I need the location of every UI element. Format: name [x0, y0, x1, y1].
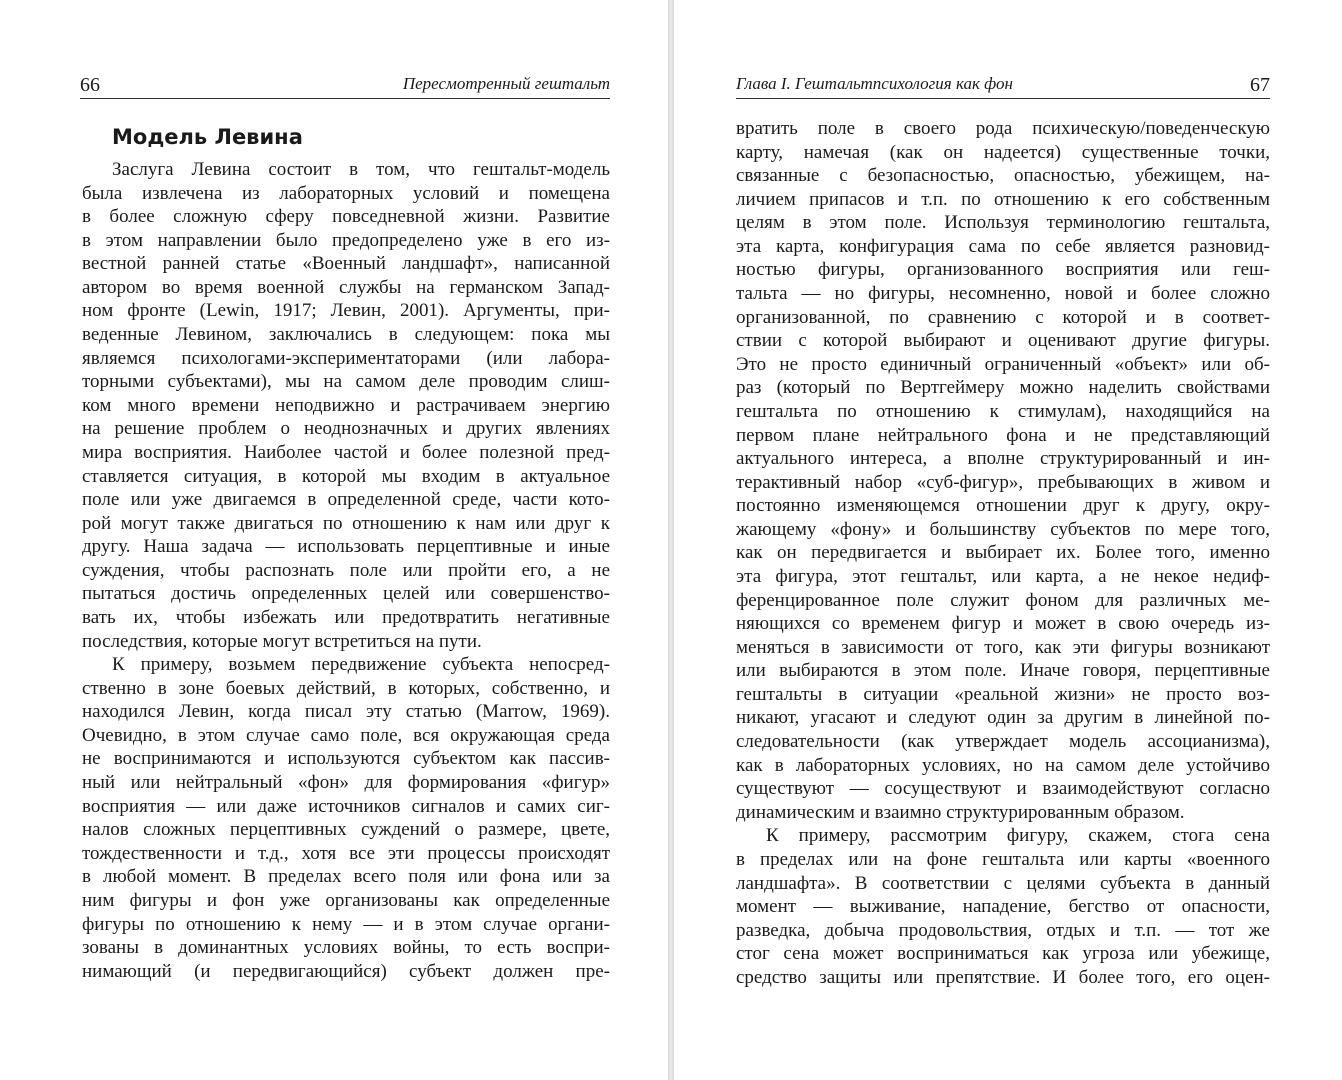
text-line: разведка, добыча продовольствия, отдых и т.п. — тот же [736, 919, 1270, 941]
text-line: нимающий (и передвигающийся) субъект должен пре- [82, 960, 610, 982]
text-line: налов сложных перцептивных суждений о размере, цвете, [82, 819, 610, 841]
text-line: эта фигура, этот гештальт, или карта, а не некое недиф- [736, 565, 1270, 587]
running-title: Глава I. Гештальтпсихология как фон [736, 74, 1013, 93]
text-line: в пределах или на фоне гештальта или карты «военного [736, 848, 1270, 870]
text-line: ставляется ситуация, в которой мы входим в актуальное [82, 465, 610, 487]
text-line: Заслуга Левина состоит в том, что гештальт-модель [112, 159, 610, 180]
section-heading: Модель Левина [112, 125, 303, 149]
text-line: в любой момент. В пределах всего поля или фона или за [82, 866, 610, 888]
text-line: организованной, по сравнению с которой и в соответ- [736, 306, 1270, 328]
text-line: последствия, которые могут встретиться на пути. [82, 630, 482, 652]
text-line: следовательности (как утверждает модель ассоцианизма), [736, 731, 1270, 753]
text-line: целям в этом поле. Используя терминологию гештальта, [736, 212, 1270, 234]
text-line: вестной ранней статье «Военный ландшафт», написанной [82, 253, 610, 275]
text-line: личием припасов и т.п. по отношению к его собственным [736, 188, 1270, 210]
text-line: или выбираются в этом поле. Иначе говоря, перцептивные [736, 660, 1270, 682]
text-line: ном фронте (Lewin, 1917; Левин, 2001). Аргументы, при- [82, 300, 610, 322]
text-line: динамическим и взаимно структурированным образом. [736, 801, 1185, 823]
text-line: К примеру, возьмем передвижение субъекта непосред- [112, 654, 610, 676]
running-title: Пересмотренный гештальт [402, 74, 610, 93]
text-line: К примеру, рассмотрим фигуру, скажем, стога сена [766, 825, 1270, 847]
left-page-text [82, 120, 610, 983]
text-line: вратить поле в своего рода психическую/поведенческую [736, 118, 1270, 139]
text-line: гештальты в ситуации «реальной жизни» не просто воз- [736, 683, 1270, 705]
text-line: в этом направлении было предопределено уже в его из- [82, 229, 610, 251]
page-number: 66 [80, 74, 100, 96]
right-page-header [736, 70, 1270, 99]
text-line: поле или уже двигаемся в определенной среде, части кото- [82, 489, 610, 511]
text-line: карту, намечая (как он надеется) существенные точки, [736, 141, 1270, 163]
text-line: тальта — но фигуры, несомненно, новой и более сложно [736, 283, 1270, 305]
text-line: первом плане нейтрального фона и не представляющий [736, 424, 1270, 446]
text-line: никают, угасают и следуют один за другим в линейной по- [736, 707, 1270, 729]
text-line: меняться в зависимости от того, как эти фигуры возникают [736, 636, 1270, 658]
text-line: зованы в доминантных условиях войны, то есть воспри- [82, 937, 610, 959]
left-text-lines [82, 158, 610, 983]
text-line: стог сена может восприниматься как угроза или убежище, [736, 943, 1270, 965]
text-line: ный или нейтральный «фон» для формирования «фигур» [82, 772, 610, 794]
text-line: в более сложную сферу повседневной жизни. Развитие [82, 206, 610, 228]
right-page [674, 0, 1342, 1080]
text-line: пытаться достичь определенных целей или совершенство- [82, 583, 610, 605]
left-page-header [80, 70, 610, 99]
right-text-lines [736, 117, 1270, 989]
text-line: Очевидно, в этом случае само поле, вся окружающая среда [82, 724, 610, 746]
text-line: веденные Левином, заключались в следующем: пока мы [82, 324, 610, 346]
text-line: другу. Наша задача — использовать перцептивные и иные [82, 536, 610, 558]
text-line: не воспринимаются и используются субъектом как пассив- [82, 748, 610, 770]
text-line: ференцированное поле служит фоном для различных ме- [736, 589, 1270, 611]
page-number: 67 [1250, 74, 1270, 96]
text-line: тождественности и т.д., хотя все эти процессы происходят [82, 842, 610, 864]
text-line: суждения, чтобы распознать поле или пройти его, а не [82, 559, 610, 581]
text-line: мира восприятия. Наиболее частой и более полезной пред- [82, 441, 610, 463]
text-line: была извлечена из лабораторных условий и помещена [82, 182, 610, 204]
text-line: как он передвигается и выбирает их. Более того, именно [736, 542, 1270, 564]
text-line: ственно в зоне боевых действий, в которых, собственно, и [82, 677, 610, 699]
text-line: терактивный набор «суб-фигур», пребывающих в живом и [736, 471, 1270, 493]
text-line: ком много времени неподвижно и растрачиваем энергию [82, 394, 610, 416]
text-line: Это не просто единичный ограниченный «объект» или об- [736, 353, 1270, 375]
text-line: восприятия — или даже источников сигналов и самих сиг- [82, 795, 610, 817]
text-line: средство защиты или препятствие. И более того, его оцен- [736, 966, 1270, 988]
text-line: жающему «фону» и большинству субъектов по мере того, [736, 518, 1270, 540]
text-line: как в лабораторных условиях, но на самом деле устойчиво [736, 754, 1270, 776]
text-line: раз (который по Вертгеймеру можно наделить свойствами [736, 377, 1270, 399]
text-line: автором во время военной службы на германском Запад- [82, 276, 610, 298]
text-line: ландшафта». В соответствии с целями субъекта в данный [736, 872, 1270, 894]
left-page [0, 0, 668, 1080]
text-line: связанные с безопасностью, опасностью, убежищем, на- [736, 165, 1270, 187]
text-line: ним фигуры и фон уже организованы как определенные [82, 889, 610, 911]
text-line: эта карта, конфигурация сама по себе является разновид- [736, 235, 1270, 257]
text-line: на решение проблем о неоднозначных и других явлениях [82, 418, 610, 440]
text-line: няющихся со временем фигур и может в свою очередь из- [736, 613, 1270, 635]
text-line: вать их, чтобы избежать или предотвратить негативные [82, 606, 610, 628]
right-page-text [736, 117, 1270, 989]
text-line: ствии с которой выбирают и оценивают другие фигуры. [736, 330, 1270, 352]
text-line: актуального интереса, а вполне структурированный и ин- [736, 448, 1270, 470]
text-line: момент — выживание, нападение, бегство от опасности, [736, 896, 1270, 918]
text-line: являемся психологами-экспериментаторами (или лабора- [82, 347, 610, 369]
text-line: торными субъектами), мы на самом деле проводим слиш- [82, 371, 610, 393]
text-line: постоянно изменяющемся отношении друг к другу, окру- [736, 495, 1270, 517]
text-line: гештальта по отношению к стимулам), находящийся на [736, 400, 1270, 422]
text-line: рой могут также двигаться по отношению к нам или друг к [82, 512, 610, 534]
text-line: фигуры по отношению к нему — и в этом случае органи- [82, 913, 610, 935]
text-line: существуют — сосуществуют и взаимодействуют согласно [736, 778, 1270, 800]
text-line: находился Левин, когда писал эту статью (Marrow, 1969). [82, 701, 610, 723]
text-line: ностью фигуры, организованного восприятия или геш- [736, 259, 1270, 281]
